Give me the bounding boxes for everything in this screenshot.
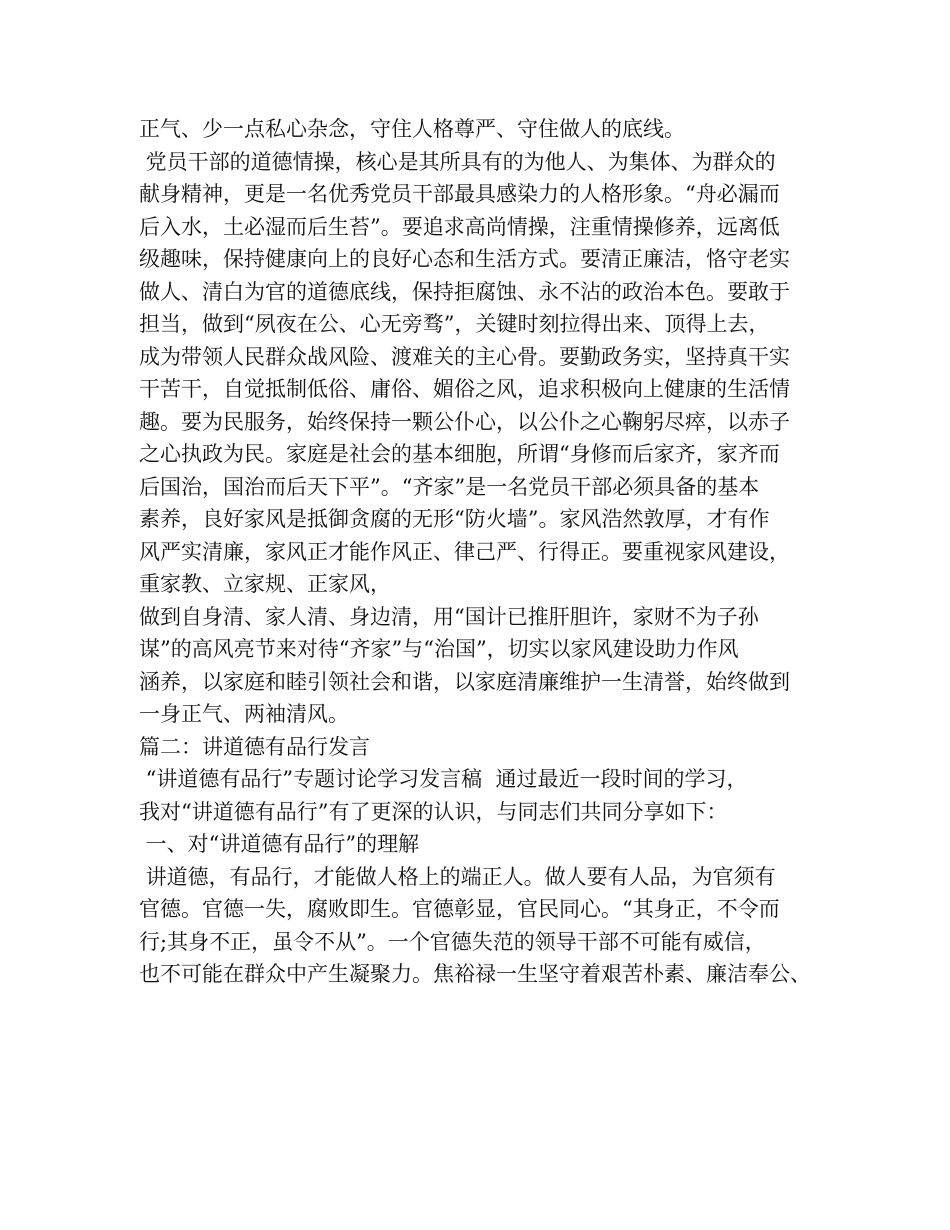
text-line: 趣。要为民服务，始终保持一颗公仆心，以公仆之心鞠躬尽瘁，以赤子	[139, 409, 790, 434]
text-line: 做人、清白为官的道德底线，保持拒腐蚀、永不沾的政治本色。要敢于	[139, 279, 790, 304]
text-line: 正气、少一点私心杂念，守住人格尊严、守住做人的底线。	[139, 117, 685, 141]
text-line: 党员干部的道德情操，核心是其所具有的为他人、为集体、为群众的	[139, 149, 776, 174]
text-line: 后入水，土必湿而后生苔”。要追求高尚情操，注重情操修养，远离低	[139, 214, 780, 239]
text-line: 素养，良好家风是抵御贪腐的无形“防火墙”。家风浩然敦厚，才有作	[139, 507, 770, 531]
text-line: 做到自身清、家人清、身边清，用“国计已推肝胆许，家财不为子孙	[139, 604, 759, 629]
text-line: 风严实清廉，家风正才能作风正、律己严、行得正。要重视家风建设，	[139, 539, 790, 564]
text-line: 也不可能在群众中产生凝聚力。焦裕禄一生坚守着艰苦朴素、廉洁奉公、	[139, 962, 811, 986]
text-line: 讲道德，有品行，才能做人格上的端正人。做人要有人品，为官须有	[139, 864, 776, 889]
subsection-heading: 一、对“讲道德有品行”的理解	[139, 832, 420, 856]
text-line: 涵养，以家庭和睦引领社会和谐，以家庭清廉维护一生清誉，始终做到	[139, 669, 790, 694]
text-line: 行;其身不正，虽令不从”。一个官德失范的领导干部不可能有威信，	[139, 929, 766, 954]
text-line: 成为带领人民群众战风险、渡难关的主心骨。要勤政务实，坚持真干实	[139, 344, 790, 369]
text-line: 重家教、立家规、正家风，	[139, 572, 391, 596]
text-line: 谋”的高风亮节来对待“齐家”与“治国”，切实以家风建设助力作风	[139, 637, 739, 661]
text-line: 干苦干，自觉抵制低俗、庸俗、媚俗之风，追求积极向上健康的生活情	[139, 377, 790, 401]
text-line: 之心执政为民。家庭是社会的基本细胞，所谓“身修而后家齐，家齐而	[139, 442, 780, 466]
section-heading: 篇二：讲道德有品行发言	[139, 734, 370, 759]
text-line: 献身精神，更是一名优秀党员干部最具感染力的人格形象。“舟必漏而	[139, 182, 780, 206]
text-line: 一身正气、两袖清风。	[139, 702, 349, 726]
text-line: 官德。官德一失，腐败即生。官德彰显，官民同心。“其身正，不令而	[139, 897, 780, 921]
text-line: 级趣味，保持健康向上的良好心态和生活方式。要清正廉洁，恪守老实	[139, 247, 790, 271]
text-line: 担当，做到“夙夜在公、心无旁骛”，关键时刻拉得出来、顶得上去，	[139, 312, 770, 336]
text-line: 后国治，国治而后天下平”。“齐家”是一名党员干部必须具备的基本	[139, 474, 760, 499]
text-line: “讲道德有品行”专题讨论学习发言稿 通过最近一段时间的学习，	[139, 767, 748, 791]
document-body	[139, 113, 839, 991]
text-line: 我对“讲道德有品行”有了更深的认识，与同志们共同分享如下：	[139, 799, 728, 824]
